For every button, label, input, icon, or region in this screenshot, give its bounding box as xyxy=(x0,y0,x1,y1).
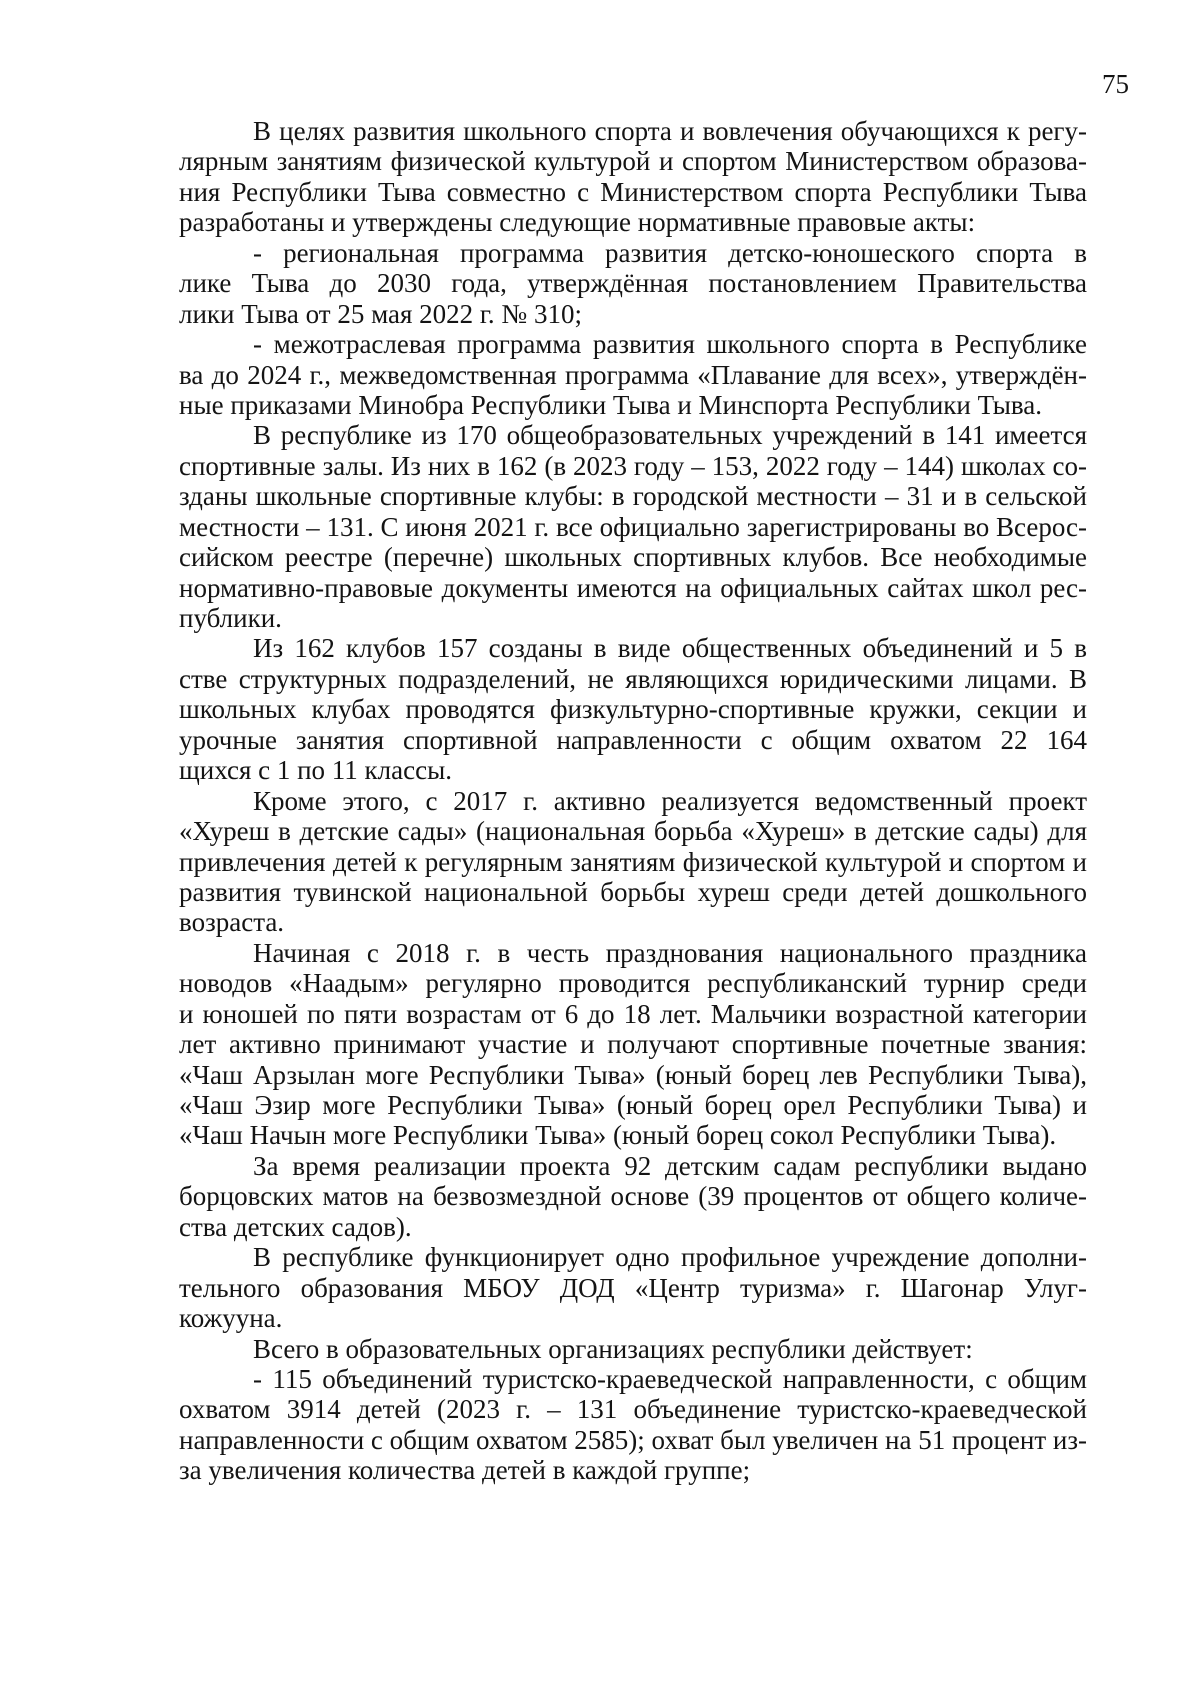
text-line: сийском реестре (перечне) школьных спортивных клубов. Все необходимые xyxy=(179,542,1087,573)
text-line: - региональная программа развития детско-юношеского спорта в xyxy=(253,237,1087,268)
text-line: Кроме этого, с 2017 г. активно реализуется ведомственный проект xyxy=(253,785,1087,816)
text-line: и юношей по пяти возрастам от 6 до 18 лет. Мальчики возрастной категории xyxy=(179,998,1087,1029)
text-line: новодов «Наадым» регулярно проводится республиканский турнир среди xyxy=(179,968,1087,999)
text-line: - 115 объединений туристско-краеведческой направленности, с общим xyxy=(253,1363,1087,1394)
text-line: кожууна. xyxy=(179,1303,283,1334)
text-line: развития тувинской национальной борьбы хуреш среди детей дошкольного xyxy=(179,876,1087,907)
text-line: - межотраслевая программа развития школьного спорта в Республике xyxy=(253,329,1087,360)
text-line: ва до 2024 г., межведомственная программа «Плавание для всех», утверждён- xyxy=(179,359,1087,390)
text-line: школьных клубах проводятся физкультурно-спортивные кружки, секции и xyxy=(179,694,1087,725)
text-line: щихся с 1 по 11 классы. xyxy=(179,755,452,786)
text-line: ные приказами Минобра Республики Тыва и Минспорта Республики Тыва. xyxy=(179,389,1042,420)
text-line: ния Республики Тыва совместно с Министерством спорта Республики Тыва xyxy=(179,176,1087,207)
text-line: привлечения детей к регулярным занятиям физической культурой и спортом и xyxy=(179,846,1087,877)
text-line: нормативно-правовые документы имеются на официальных сайтах школ рес- xyxy=(179,572,1087,603)
text-line: лярным занятиям физической культурой и спортом Министерством образова- xyxy=(179,146,1087,177)
text-line: Из 162 клубов 157 созданы в виде общественных объединений и 5 в xyxy=(253,633,1087,664)
text-line: «Чаш Арзылан моге Республики Тыва» (юный борец лев Республики Тыва), xyxy=(179,1059,1087,1090)
text-line: лет активно принимают участие и получают спортивные почетные звания: xyxy=(179,1029,1087,1060)
text-line: «Хуреш в детские сады» (национальная борьба «Хуреш» в детские сады) для xyxy=(179,816,1087,847)
text-line: разработаны и утверждены следующие нормативные правовые акты: xyxy=(179,207,976,238)
text-line: стве структурных подразделений, не являющихся юридическими лицами. В xyxy=(179,663,1087,694)
text-line: публики. xyxy=(179,603,282,633)
text-line: В целях развития школьного спорта и вовлечения обучающихся к регу- xyxy=(253,116,1087,146)
text-line: тельного образования МБОУ ДОД «Центр туризма» г. Шагонар Улуг- xyxy=(179,1272,1087,1303)
text-line: местности – 131. С июня 2021 г. все официально зарегистрированы во Всерос- xyxy=(179,511,1087,542)
page-number: 75 xyxy=(1102,69,1129,99)
text-line: ства детских садов). xyxy=(179,1211,412,1242)
text-line: За время реализации проекта 92 детским садам республики выдано xyxy=(253,1150,1087,1181)
body-text xyxy=(179,116,1087,1486)
text-line: Всего в образовательных организациях республики действует: xyxy=(253,1333,973,1364)
text-line: возраста. xyxy=(179,907,285,938)
text-line: В республике функционирует одно профильное учреждение дополни- xyxy=(253,1242,1087,1273)
text-line: «Чаш Эзир моге Республики Тыва» (юный борец орел Республики Тыва) и xyxy=(179,1090,1087,1120)
text-line: охватом 3914 детей (2023 г. – 131 объединение туристско-краеведческой xyxy=(179,1394,1087,1425)
text-line: урочные занятия спортивной направленности с общим охватом 22 164 xyxy=(179,724,1087,755)
text-line: лике Тыва до 2030 года, утверждённая постановлением Правительства xyxy=(179,268,1087,299)
text-line: В республике из 170 общеобразовательных учреждений в 141 имеется xyxy=(253,420,1087,451)
text-line: борцовских матов на безвозмездной основе (39 процентов от общего количе- xyxy=(179,1181,1087,1212)
text-line: за увеличения количества детей в каждой группе; xyxy=(179,1455,751,1486)
text-line: лики Тыва от 25 мая 2022 г. № 310; xyxy=(179,298,582,329)
text-line: направленности с общим охватом 2585); охват был увеличен на 51 процент из- xyxy=(179,1424,1087,1455)
text-line: зданы школьные спортивные клубы: в городской местности – 31 и в сельской xyxy=(179,481,1087,512)
text-line: Начиная с 2018 г. в честь празднования национального праздника xyxy=(253,937,1087,968)
text-line: спортивные залы. Из них в 162 (в 2023 году – 153, 2022 году – 144) школах со- xyxy=(179,450,1087,481)
text-line: «Чаш Начын моге Республики Тыва» (юный борец сокол Республики Тыва). xyxy=(179,1120,1057,1151)
